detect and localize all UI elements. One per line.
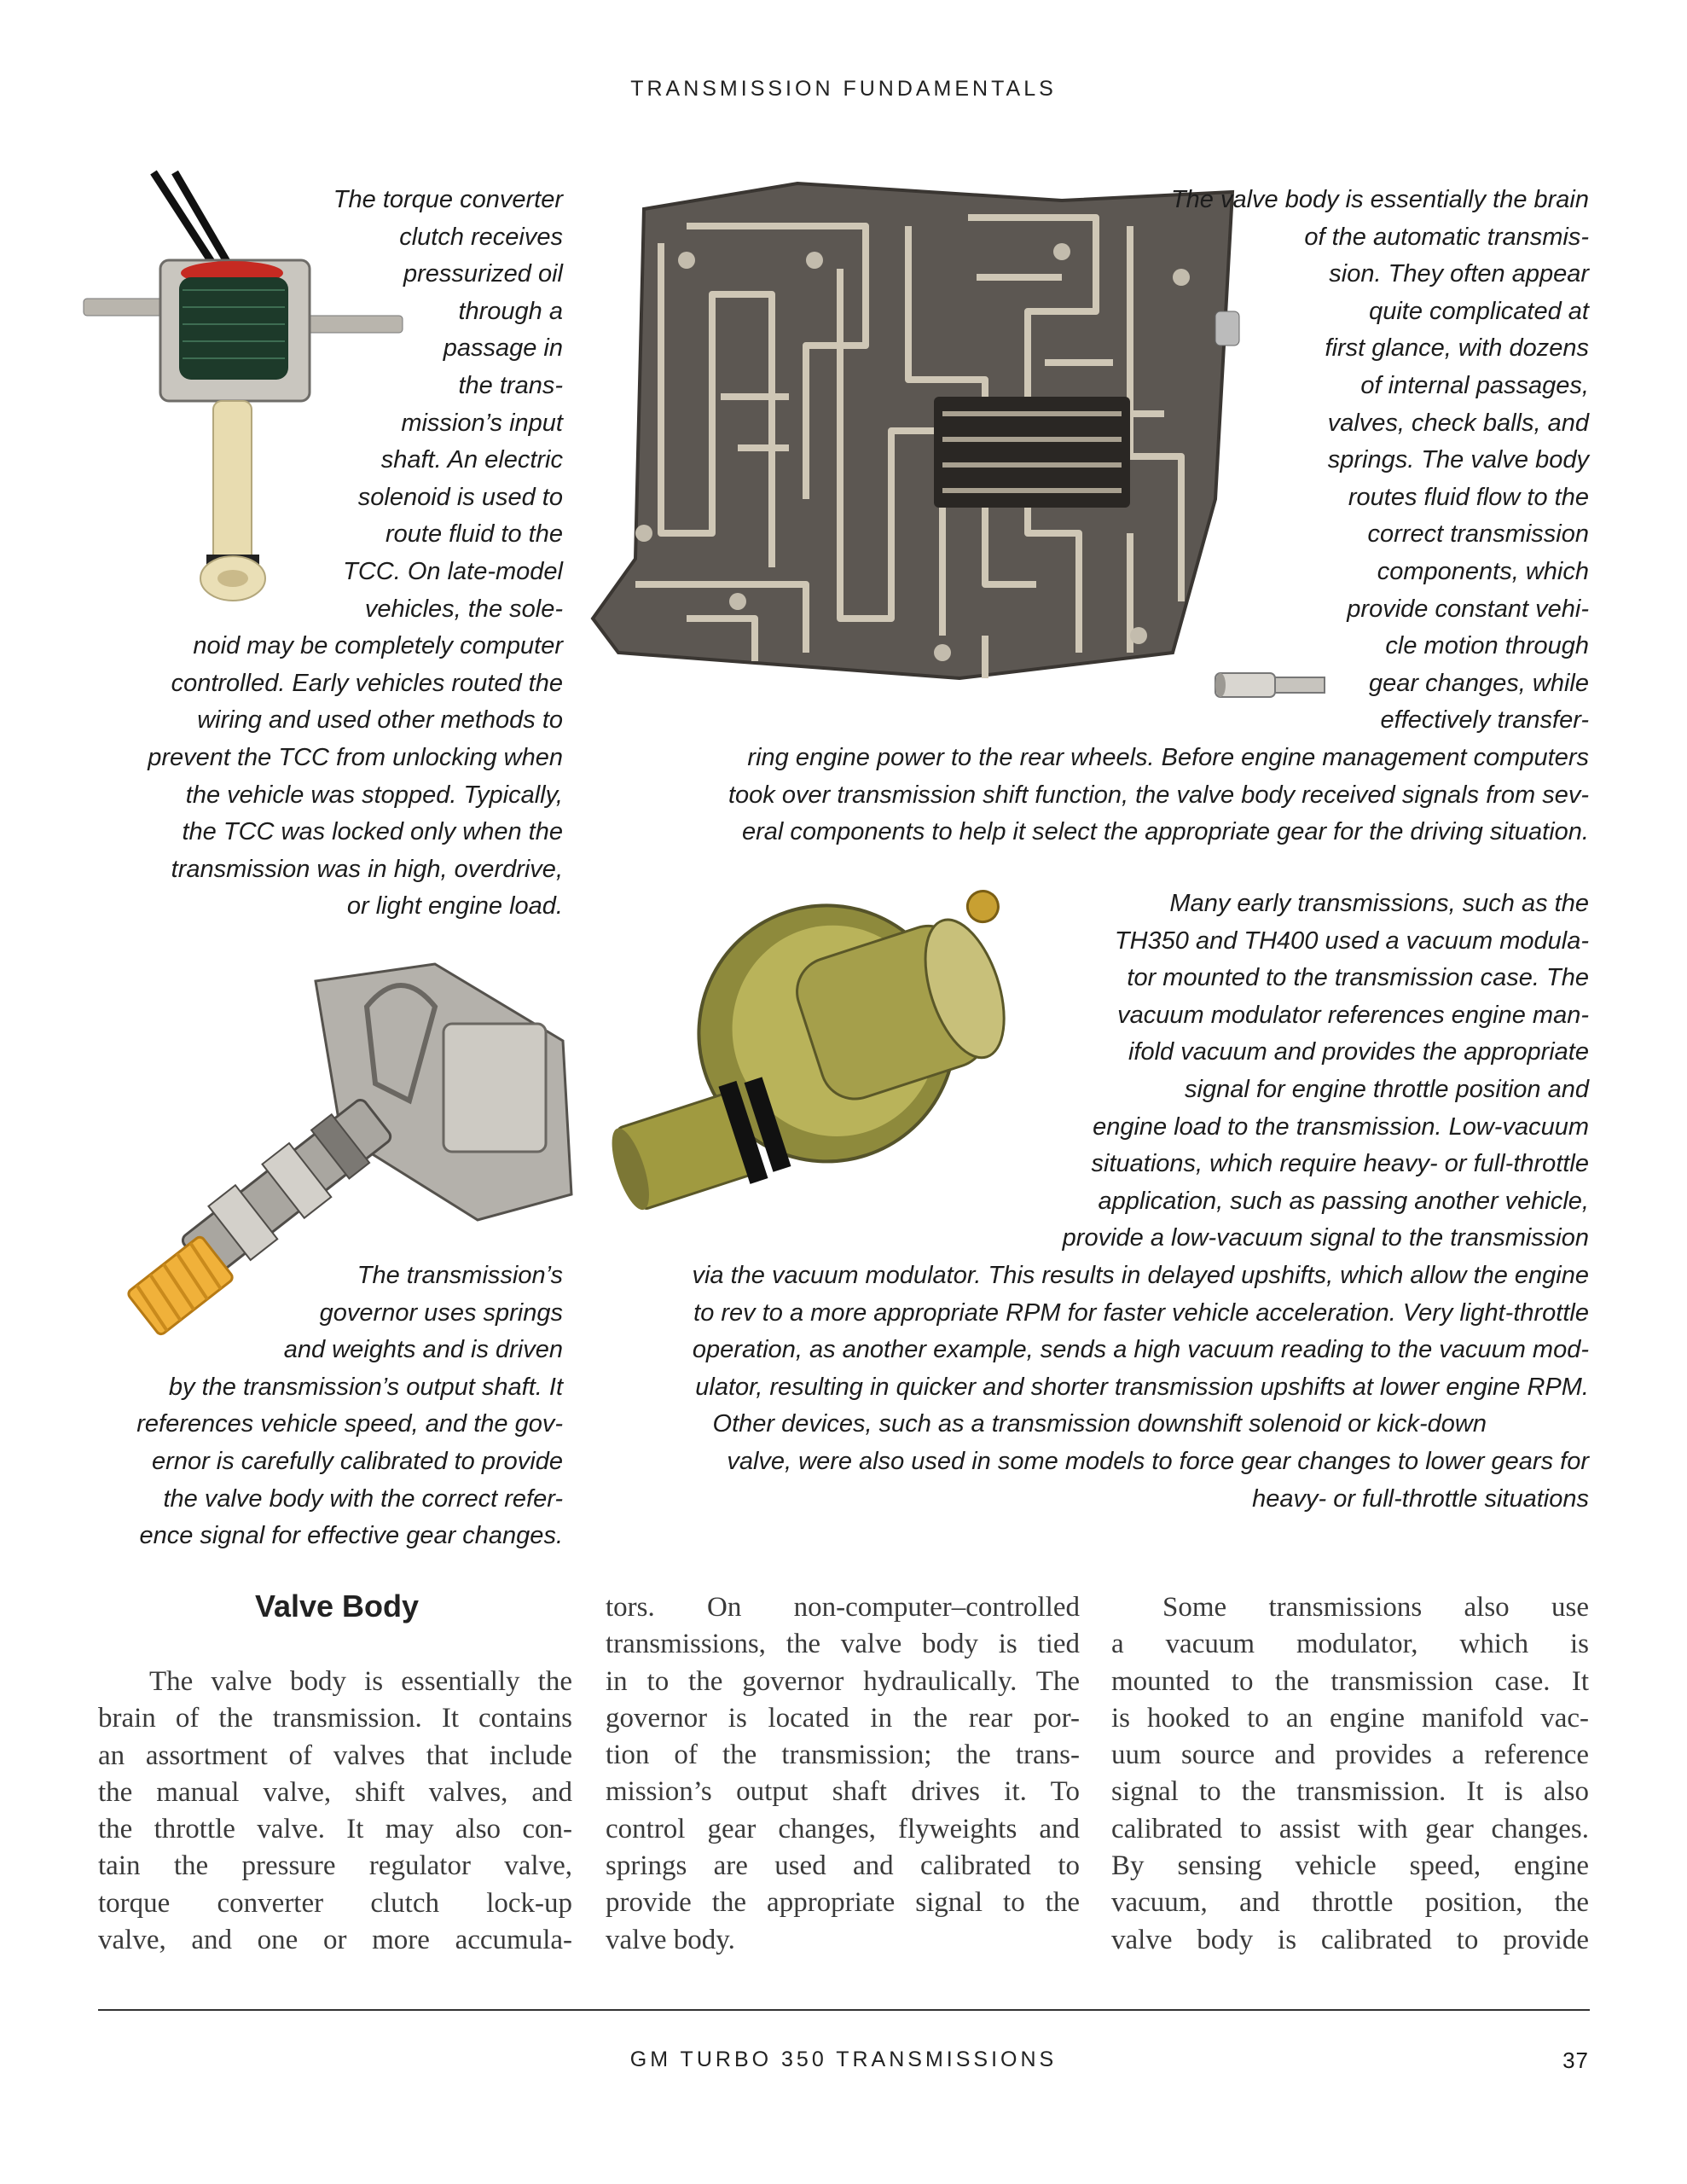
caption-line: the valve body with the correct refer- (163, 1484, 563, 1513)
body-column-3 (1111, 1589, 1589, 1959)
caption-line: noid may be completely computer (193, 632, 563, 660)
caption-line: ernor is carefully calibrated to provide (152, 1447, 563, 1475)
caption-line: valve, were also used in some models to force gear changes to lower gears for (727, 1447, 1589, 1475)
body-line: Some transmissions also use (1162, 1592, 1589, 1623)
caption-line: ifold vacuum and provides the appropriate (1128, 1038, 1589, 1066)
body-line: brain of the transmission. It contains (98, 1703, 572, 1734)
caption-line: vacuum modulator references engine man- (1117, 1001, 1589, 1029)
caption-line: ence signal for effective gear changes. (139, 1522, 563, 1550)
caption-line: Many early transmissions, such as the (1169, 890, 1589, 917)
body-line: springs are used and calibrated to (606, 1850, 1080, 1882)
caption-line: springs. The valve body (1327, 446, 1589, 474)
caption-line: signal for engine throttle position and (1185, 1075, 1589, 1103)
body-line: torque converter clutch lock-up (98, 1887, 572, 1919)
body-line: the manual valve, shift valves, and (98, 1776, 572, 1808)
body-line: mounted to the transmission case. It (1111, 1665, 1589, 1697)
body-line: governor is located in the rear por- (606, 1702, 1080, 1734)
running-header: TRANSMISSION FUNDAMENTALS (630, 77, 1057, 101)
caption-line: transmission was in high, overdrive, (171, 855, 563, 883)
caption-line: took over transmission shift function, the valve body received signals from sev- (728, 781, 1589, 809)
body-line: tors. On non-computer–controlled (606, 1592, 1080, 1623)
caption-line: correct transmission (1367, 520, 1589, 549)
body-line: uum source and provides a reference (1111, 1740, 1589, 1771)
caption-line: cle motion through (1385, 632, 1589, 660)
body-column-1 (98, 1664, 572, 1959)
caption-line: valves, check balls, and (1327, 409, 1589, 437)
caption-line: heavy- or full-throttle situations (1252, 1484, 1589, 1513)
body-line: tain the pressure regulator valve, (98, 1850, 572, 1882)
caption-line: The torque converter (333, 186, 563, 213)
caption-governor (85, 1258, 563, 1555)
section-heading: Valve Body (254, 1589, 420, 1623)
caption-line: and weights and is driven (283, 1336, 563, 1364)
caption-line: first glance, with dozens (1325, 334, 1589, 363)
caption-line: to rev to a more appropriate RPM for faster vehicle acceleration. Very light-throttle (693, 1298, 1589, 1327)
caption-line: gear changes, while (1369, 669, 1589, 697)
caption-line: provide constant vehi- (1347, 595, 1589, 623)
caption-line: of internal passages, (1360, 371, 1589, 399)
caption-line: ulator, resulting in quicker and shorter transmission upshifts at lower engine RPM. (695, 1373, 1589, 1401)
caption-line: the trans- (458, 371, 563, 399)
caption-line: via the vacuum modulator. This results in delayed upshifts, which allow the engine (692, 1261, 1589, 1289)
caption-line: operation, as another example, sends a high vacuum reading to the vacuum mod- (692, 1336, 1589, 1364)
body-line: valve, and one or more accumula- (98, 1925, 572, 1956)
caption-line: TCC. On late-model (343, 557, 563, 585)
caption-line: sion. They often appear (1329, 260, 1589, 288)
caption-line: the vehicle was stopped. Typically, (185, 781, 563, 809)
caption-line: references vehicle speed, and the gov- (136, 1410, 563, 1438)
caption-line: controlled. Early vehicles routed the (171, 669, 563, 697)
caption-line: quite complicated at (1369, 297, 1589, 325)
caption-line: eral components to help it select the appropriate gear for the driving situation. (741, 818, 1589, 846)
caption-line: solenoid is used to (357, 483, 563, 511)
caption-vacuum-modulator (563, 886, 1589, 1518)
caption-line: TH350 and TH400 used a vacuum modula- (1114, 926, 1589, 955)
body-line: calibrated to assist with gear changes. (1111, 1813, 1589, 1844)
caption-line: prevent the TCC from unlocking when (148, 743, 563, 771)
body-column-2 (606, 1589, 1080, 1959)
caption-line: or light engine load. (346, 892, 563, 921)
caption-tcc (85, 182, 563, 926)
caption-line: ring engine power to the rear wheels. Before engine management computers (747, 743, 1589, 771)
caption-line: governor uses springs (319, 1298, 563, 1327)
body-line: valve body. (606, 1924, 735, 1955)
body-line: is hooked to an engine manifold vac- (1111, 1702, 1589, 1734)
caption-valve-body (563, 182, 1589, 851)
caption-line: route fluid to the (386, 520, 563, 549)
caption-line: of the automatic transmis- (1304, 223, 1589, 251)
caption-line: pressurized oil (403, 260, 563, 288)
caption-line: effectively transfer- (1380, 706, 1589, 735)
caption-line: The transmission’s (357, 1262, 563, 1289)
caption-line: Other devices, such as a transmission downshift solenoid or kick-down (712, 1410, 1487, 1438)
caption-line: wiring and used other methods to (197, 706, 563, 735)
body-line: the throttle valve. It may also con- (98, 1814, 572, 1845)
body-line: in to the governor hydraulically. The (606, 1665, 1080, 1697)
caption-line: mission’s input (401, 409, 563, 437)
body-line: By sensing vehicle speed, engine (1111, 1850, 1589, 1882)
body-line: an assortment of valves that include (98, 1740, 572, 1771)
body-line: transmissions, the valve body is tied (606, 1629, 1080, 1660)
body-line: a vacuum modulator, which is (1111, 1629, 1589, 1660)
body-line: mission’s output shaft drives it. To (606, 1776, 1080, 1808)
caption-line: the TCC was locked only when the (182, 818, 563, 846)
footer-book-title: GM TURBO 350 TRANSMISSIONS (629, 2048, 1058, 2071)
caption-line: through a (458, 297, 563, 325)
caption-line: provide a low-vacuum signal to the transmission (1062, 1224, 1589, 1252)
footer-rule (98, 2009, 1590, 2011)
caption-line: clutch receives (399, 223, 563, 251)
caption-line: passage in (443, 334, 563, 363)
caption-line: tor mounted to the transmission case. The (1127, 964, 1589, 992)
body-line: provide the appropriate signal to the (606, 1887, 1080, 1919)
caption-line: application, such as passing another vehicle, (1098, 1187, 1589, 1215)
caption-line: The valve body is essentially the brain (1170, 186, 1589, 213)
page-number: 37 (1562, 2048, 1589, 2073)
body-line: control gear changes, flyweights and (606, 1813, 1080, 1844)
caption-line: situations, which require heavy- or full-throttle (1091, 1150, 1589, 1178)
body-line: The valve body is essentially the (149, 1666, 572, 1697)
caption-line: shaft. An electric (380, 446, 563, 474)
body-line: tion of the transmission; the trans- (606, 1740, 1080, 1771)
caption-line: engine load to the transmission. Low-vacuum (1093, 1112, 1589, 1141)
caption-line: routes fluid flow to the (1348, 483, 1589, 511)
body-line: signal to the transmission. It is also (1111, 1776, 1589, 1808)
body-line: valve body is calibrated to provide (1111, 1924, 1589, 1955)
caption-line: components, which (1377, 557, 1589, 585)
caption-line: vehicles, the sole- (364, 595, 563, 623)
caption-line: by the transmission’s output shaft. It (168, 1373, 563, 1401)
body-line: vacuum, and throttle position, the (1111, 1887, 1589, 1919)
